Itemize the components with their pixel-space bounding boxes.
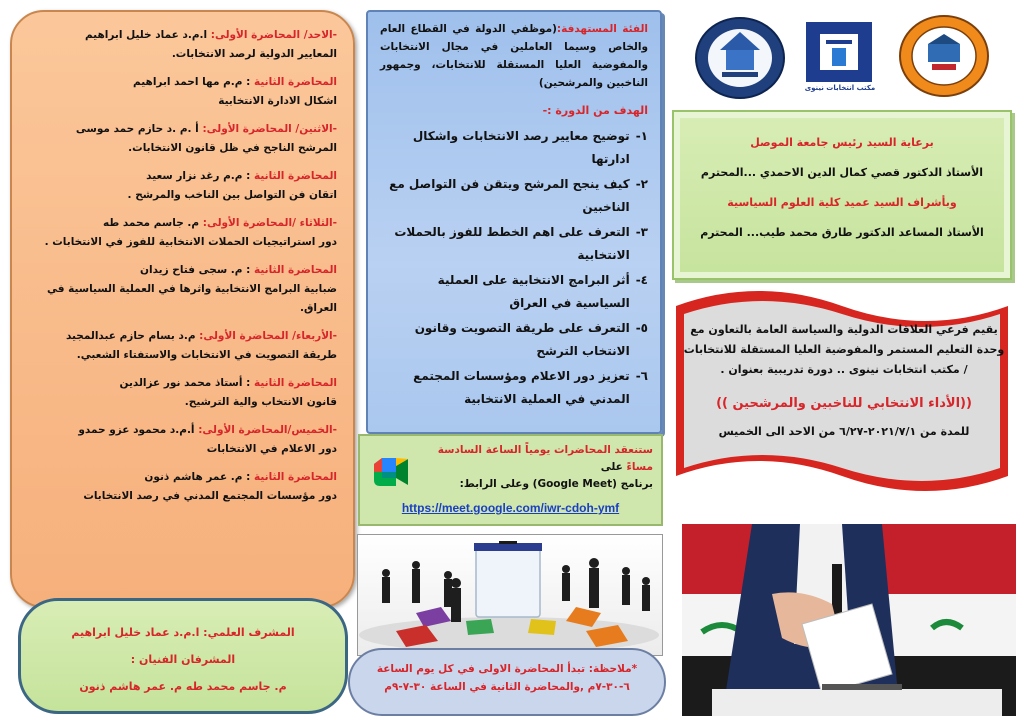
dean-name: الأستاذ المساعد الدكتور طارق محمد طيب... المحترم [700,226,984,239]
meeting-schedule-suffix: على [600,461,627,473]
ballot-box-illustration [357,534,663,656]
note-panel [348,648,666,716]
technical-supervisors-names: م. جاسم محمد طه م. عمر هاشم ذنون [79,680,287,693]
announcement-line-2: وحدة التعليم المستمر والمفوضية العليا المستقلة للانتخابات [683,343,1005,356]
goal-number: ٤- [635,273,648,287]
lecturer-name: م.د بسام حازم عبدالمجيد [65,330,200,342]
goal-item [380,221,648,267]
election-people-graphic [357,535,662,656]
lecturer-name: : أستاذ محمد نور عزالدين [119,377,254,389]
lecturer-name: : م.م مها احمد ابراهيم [133,76,254,88]
goal-text: التعرف على طريقة التصويت وقانون الانتخاب الترشح [414,321,630,358]
goal-item [380,173,648,219]
note-line-1: *ملاحظة: تبدأ المحاضرة الاولى في كل يوم الساعة [376,663,638,675]
lecturer-name: م. جاسم محمد طه [102,217,203,229]
schedule-entry [26,421,337,459]
goals-title: الهدف من الدورة :- [542,104,648,117]
voting-photo [682,524,1016,716]
goal-item [380,365,648,411]
schedule-day-label: -الاثنين/ المحاضرة الأولى: [202,123,337,135]
schedule-entry [26,327,337,365]
patronage-panel [672,110,1012,280]
ninawa-elections-office-logo [804,20,874,94]
schedule-day-label: -الثلاثاء /المحاضرة الأولى: [202,217,337,229]
announcement-line-1: يقيم فرعي العلاقات الدولية والسياسة العامة بالتعاون مع [690,323,998,336]
course-goals-panel [366,10,662,434]
schedule-entry [26,26,337,64]
schedule-entry [26,214,337,252]
meeting-link[interactable]: https://meet.google.com/iwr-cdoh-ymf [401,501,620,515]
lecture-topic: ضبابية البرامج الانتخابية واثرها في العملية السياسية في العراق. [46,283,337,314]
lecturer-name: أ .م .د حازم حمد موسى [75,123,203,135]
goal-item [380,125,648,171]
lecturer-name: : م. عمر هاشم ذنون [144,471,254,483]
schedule-day-label: المحاضرة الثانية [254,471,337,483]
goal-text: أثر البرامج الانتخابية على العملية السياسية في العراق [437,273,630,310]
lecture-topic: المعايير الدولية لرصد الانتخابات. [171,48,337,60]
schedule-entry [26,120,337,158]
lecture-topic: طريقة التصويت في الانتخابات والاستفتاء الشعبي. [76,349,337,361]
schedule-day-label: -الاحد/ المحاضرة الأولى: [210,29,337,41]
university-president-name: الأستاذ الدكتور قصي كمال الدين الاحمدي ...المحترم [700,166,984,179]
course-period: للمدة من ٢٠٢١/٧/١-٦/٢٧ من الاحد الى الخميس [718,425,970,438]
schedule-day-label: المحاضرة الثانية [254,76,337,88]
goal-text: كيف ينجح المرشح ويتقن فن التواصل مع الناخبين [389,177,630,214]
goal-text: التعرف على اهم الخطط للفوز بالحملات الانتخابية [394,225,630,262]
meeting-info-panel [358,434,663,526]
announcement-text [682,320,1006,438]
schedule-day-label: المحاضرة الثانية [254,377,337,389]
course-title: ((الأداء الانتخابي للناخبين والمرشحين )) [716,396,972,411]
schedule-day-label: -الأربعاء/ المحاضرة الأولى: [199,330,337,342]
schedule-entry [26,468,337,506]
lecturer-name: ا.م.د عماد خليل ابراهيم [84,29,211,41]
target-audience-label: الفئة المستهدفة: [556,23,648,35]
lecture-topic: قانون الانتخاب والية الترشيح. [184,396,337,408]
hand-casting-ballot-image [682,524,1016,716]
technical-supervisors-label: المشرفان الفنيان : [130,653,236,666]
goal-item [380,269,648,315]
supervision-title: وبأشراف السيد عميد كلية العلوم السياسية [727,196,957,209]
schedule-entry [26,374,337,412]
lecture-topic: اشكال الادارة الانتخابية [218,95,337,107]
goal-text: توضيح معايير رصد الانتخابات واشكال ادارتها [412,129,630,166]
goal-number: ٦- [635,369,648,383]
goals-list [380,125,648,411]
target-audience [380,20,648,92]
goal-text: تعزيز دور الاعلام ومؤسسات المجتمع المدني في العملية الانتخابية [413,369,630,406]
note-line-2: ٦-٣٠-٧م ,والمحاضرة الثانية في الساعة ٣٠-٧-٩م [384,681,630,693]
schedule-day-label: المحاضرة الثانية [254,264,337,276]
goal-number: ٢- [635,177,648,191]
target-audience-text: (موظفي الدولة في القطاع العام والخاص وسيما العاملين في مجال الانتخابات والمفوضية العليا المستقلة للانتخابات، وجمهور الناخبين والمرشحين) [380,23,648,89]
university-of-mosul-logo [694,16,786,100]
schedule-entry [26,261,337,318]
lecturer-name: أ.م.د محمود عزو حمدو [78,424,199,436]
lecture-topic: دور استراتيجيات الحملات الانتخابية للفوز في الانتخابات . [44,236,337,248]
goal-item [380,317,648,363]
lecture-topic: اتقان فن التواصل بين الناخب والمرشح . [127,189,337,201]
lecturer-name: : م. سجى فتاح زيدان [140,264,254,276]
lecturer-name: : م.م رغد نزار سعيد [146,170,254,182]
schedule-panel [10,10,355,608]
schedule-day-label: المحاضرة الثانية [254,170,337,182]
schedule-day-label: -الخميس/المحاضرة الأولى: [198,424,337,436]
political-science-college-logo [898,14,990,98]
patronage-title: برعاية السيد رئيس جامعة الموصل [750,136,934,149]
scientific-supervisor: المشرف العلمي: ا.م.د عماد خليل ابراهيم [71,626,295,639]
lecture-topic: دور الاعلام في الانتخابات [206,443,337,455]
lecture-topic: المرشح الناجح في ظل قانون الانتخابات. [128,142,337,154]
google-meet-icon [372,456,412,490]
announcement-line-3: / مكتب انتخابات نينوى .. دورة تدريبية بعنوان . [720,363,968,376]
goal-number: ٥- [635,321,648,335]
lecture-topic: دور مؤسسات المجتمع المدني في رصد الانتخابات [83,490,337,502]
supervisors-panel [18,598,348,714]
schedule-entry [26,73,337,111]
elections-office-caption: مكتب انتخابات نينوى [804,84,876,92]
goal-number: ١- [635,129,648,143]
meeting-schedule-text: ستنعقد المحاضرات يومياً الساعة السادسة مساءً [437,444,653,473]
schedule-entry [26,167,337,205]
goal-number: ٣- [635,225,648,239]
meeting-platform-text: برنامج (Google Meet) وعلى الرابط: [459,478,653,490]
